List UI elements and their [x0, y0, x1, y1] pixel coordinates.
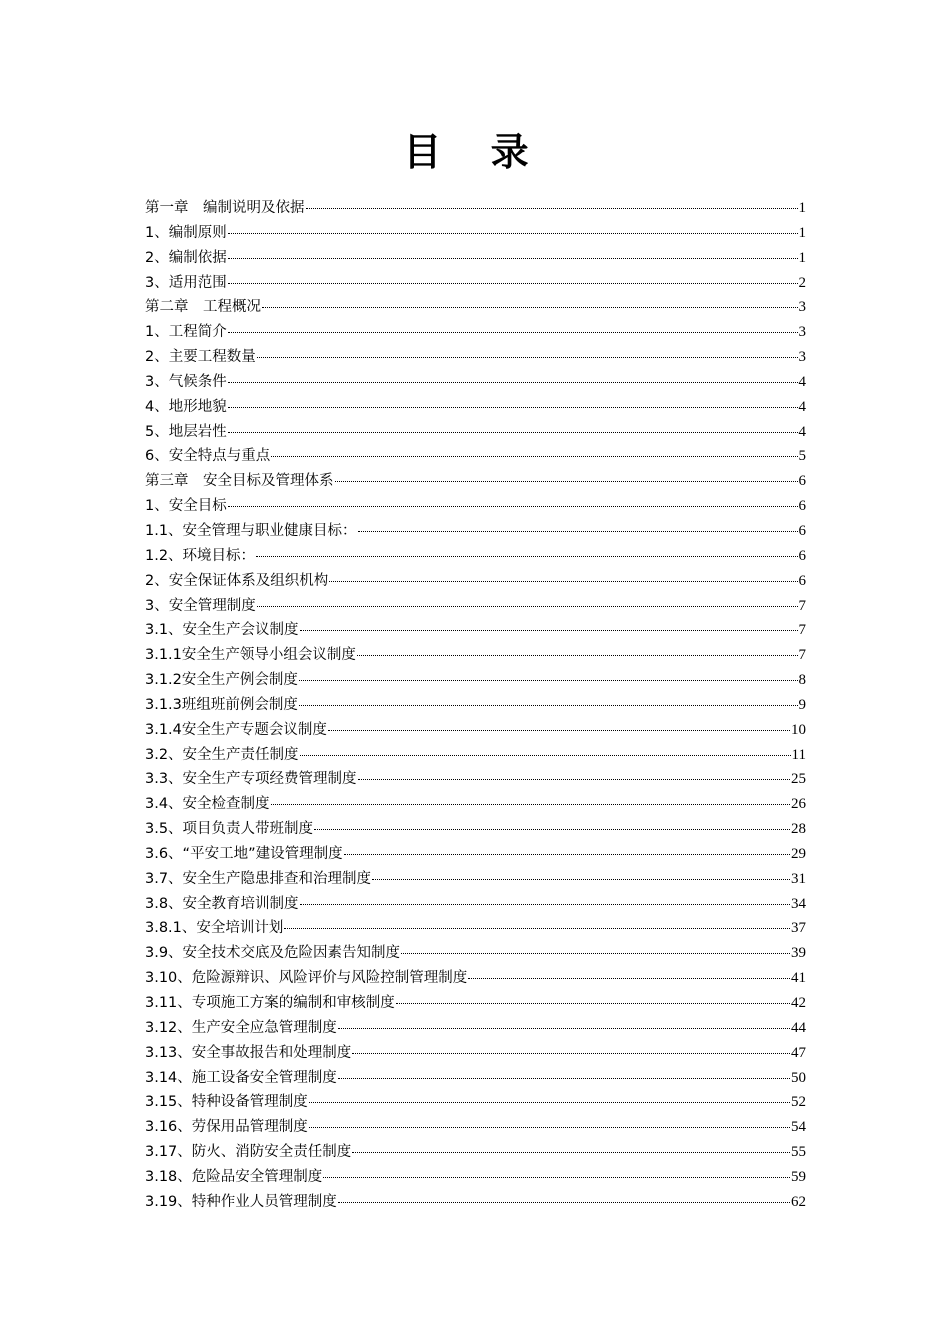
toc-dot-leader — [228, 407, 798, 408]
toc-dot-leader — [309, 1127, 790, 1128]
toc-entry-title: 3.1、安全生产会议制度 — [145, 622, 299, 639]
toc-dot-leader — [338, 1028, 790, 1029]
toc-dot-leader — [468, 978, 790, 979]
toc-entry-title: 第一章 编制说明及依据 — [145, 200, 305, 216]
toc-dot-leader — [329, 581, 797, 582]
toc-entry-title: 1.1、安全管理与职业健康目标： — [145, 522, 357, 539]
toc-page-number: 1 — [798, 224, 806, 241]
toc-page-number: 50 — [791, 1069, 806, 1086]
toc-page-number: 41 — [791, 970, 806, 987]
toc-page-number: 39 — [791, 945, 806, 962]
toc-dot-leader — [271, 456, 797, 457]
toc-entry[interactable] — [145, 767, 806, 792]
toc-page-number: 6 — [798, 498, 806, 515]
toc-dot-leader — [352, 1053, 790, 1054]
toc-dot-leader — [262, 307, 798, 308]
toc-page-number: 4 — [798, 398, 806, 415]
toc-dot-leader — [284, 928, 790, 929]
toc-dot-leader — [357, 655, 798, 656]
toc-page-number: 29 — [791, 845, 806, 862]
toc-dot-leader — [328, 730, 790, 731]
toc-page-number: 34 — [791, 895, 806, 912]
toc-page-number: 47 — [791, 1044, 806, 1061]
toc-entry-title: 3、气候条件 — [145, 373, 227, 390]
toc-page-number: 25 — [791, 771, 806, 788]
toc-entry-title: 3.2、安全生产责任制度 — [145, 746, 299, 763]
toc-dot-leader — [228, 382, 798, 383]
toc-dot-leader — [228, 432, 798, 433]
toc-dot-leader — [299, 680, 798, 681]
toc-entry-title: 1、安全目标 — [145, 498, 227, 515]
toc-page-number: 3 — [798, 299, 806, 316]
toc-entry-title: 2、安全保证体系及组织机构 — [145, 572, 329, 589]
toc-page-number: 6 — [798, 547, 806, 564]
toc-dot-leader — [338, 1202, 790, 1203]
toc-dot-leader — [344, 854, 790, 855]
toc-entry[interactable] — [145, 271, 806, 296]
toc-entry[interactable] — [145, 444, 806, 469]
toc-entry-title: 2、主要工程数量 — [145, 349, 256, 366]
toc-page-number: 8 — [798, 672, 806, 689]
toc-entry-title: 3.11、专项施工方案的编制和审核制度 — [145, 995, 395, 1011]
toc-dot-leader — [228, 506, 798, 507]
toc-entry-title: 4、地形地貌 — [145, 398, 227, 415]
toc-entry-title: 3.10、危险源辩识、风险评价与风险控制管理制度 — [145, 970, 468, 987]
toc-page-number: 52 — [791, 1094, 806, 1111]
toc-entry-title: 3.1.2安全生产例会制度 — [145, 672, 298, 689]
toc-entry-title: 5、地层岩性 — [145, 423, 227, 440]
toc-page-number: 59 — [791, 1168, 806, 1185]
toc-page-number: 9 — [798, 696, 806, 713]
toc-entry-title: 3.17、防火、消防安全责任制度 — [145, 1144, 352, 1161]
toc-page-number: 1 — [798, 200, 806, 216]
toc-page-number: 1 — [798, 249, 806, 266]
toc-page-number: 3 — [798, 349, 806, 366]
toc-page-number: 11 — [791, 746, 806, 763]
toc-entry[interactable] — [145, 544, 806, 569]
toc-entry[interactable] — [145, 519, 806, 544]
toc-dot-leader — [309, 1102, 790, 1103]
toc-entry-title: 3.8、安全教育培训制度 — [145, 895, 299, 912]
toc-entry[interactable] — [145, 817, 806, 842]
toc-entry[interactable] — [145, 345, 806, 370]
toc-entry-title: 3.5、项目负责人带班制度 — [145, 821, 314, 838]
toc-dot-leader — [358, 779, 790, 780]
toc-dot-leader — [228, 332, 798, 333]
toc-entry[interactable] — [145, 246, 806, 271]
toc-entry-title: 3.19、特种作业人员管理制度 — [145, 1193, 337, 1210]
toc-dot-leader — [323, 1177, 790, 1178]
toc-entry[interactable] — [145, 916, 806, 941]
toc-dot-leader — [300, 904, 790, 905]
toc-entry-title: 1、编制原则 — [145, 224, 227, 241]
toc-entry[interactable] — [145, 1066, 806, 1091]
toc-page-number: 26 — [791, 796, 806, 813]
toc-entry-title: 3、安全管理制度 — [145, 597, 256, 614]
toc-page-number: 6 — [798, 572, 806, 589]
toc-dot-leader — [401, 953, 790, 954]
toc-entry[interactable] — [145, 295, 806, 320]
toc-dot-leader — [256, 556, 797, 557]
toc-page-number: 7 — [798, 647, 806, 664]
toc-entry[interactable] — [145, 842, 806, 867]
toc-entry[interactable] — [145, 196, 806, 221]
toc-entry-title: 3.3、安全生产专项经费管理制度 — [145, 771, 357, 788]
toc-entry-title: 3、适用范围 — [145, 274, 227, 291]
toc-entry[interactable] — [145, 792, 806, 817]
toc-page-number: 55 — [791, 1144, 806, 1161]
toc-entry-title: 3.13、安全事故报告和处理制度 — [145, 1044, 352, 1061]
toc-dot-leader — [228, 258, 798, 259]
toc-dot-leader — [300, 630, 798, 631]
toc-dot-leader — [372, 879, 790, 880]
toc-entry-title: 3.1.1安全生产领导小组会议制度 — [145, 647, 356, 664]
toc-entry[interactable] — [145, 1041, 806, 1066]
toc-dot-leader — [314, 829, 790, 830]
toc-entry-title: 1、工程简介 — [145, 324, 227, 341]
toc-entry-title: 3.12、生产安全应急管理制度 — [145, 1019, 337, 1036]
toc-entry-title: 1.2、环境目标： — [145, 547, 256, 564]
toc-entry-title: 3.9、安全技术交底及危险因素告知制度 — [145, 945, 401, 962]
toc-entry-title: 3.1.4安全生产专题会议制度 — [145, 721, 327, 738]
toc-page-number: 37 — [791, 920, 806, 937]
toc-entry-title: 3.1.3班组班前例会制度 — [145, 696, 298, 713]
toc-entry[interactable] — [145, 320, 806, 345]
toc-entry[interactable] — [145, 693, 806, 718]
toc-page-number: 7 — [798, 622, 806, 639]
page-title: 目 录 — [403, 130, 547, 174]
toc-entry-title: 3.8.1、安全培训计划 — [145, 920, 284, 937]
toc-page-number: 4 — [798, 423, 806, 440]
toc-entry[interactable] — [145, 395, 806, 420]
toc-page-number: 44 — [791, 1019, 806, 1036]
toc-page-number: 7 — [798, 597, 806, 614]
toc-dot-leader — [228, 233, 798, 234]
toc-page-number: 6 — [798, 473, 806, 490]
toc-entry[interactable] — [145, 618, 806, 643]
toc-entry[interactable] — [145, 867, 806, 892]
toc-entry[interactable] — [145, 1016, 806, 1041]
toc-entry[interactable] — [145, 1090, 806, 1115]
toc-dot-leader — [358, 531, 798, 532]
toc-entry-title: 3.15、特种设备管理制度 — [145, 1094, 308, 1111]
toc-entry-title: 3.14、施工设备安全管理制度 — [145, 1069, 337, 1086]
toc-entry[interactable] — [145, 743, 806, 768]
toc-page-number: 54 — [791, 1119, 806, 1136]
toc-entry-title: 2、编制依据 — [145, 249, 227, 266]
toc-page-number: 31 — [791, 870, 806, 887]
toc-dot-leader — [257, 357, 798, 358]
toc-entry[interactable] — [145, 594, 806, 619]
toc-entry[interactable] — [145, 469, 806, 494]
table-of-contents — [145, 196, 806, 1215]
toc-dot-leader — [335, 481, 798, 482]
toc-page-number: 4 — [798, 373, 806, 390]
toc-dot-leader — [396, 1003, 790, 1004]
toc-entry-title: 3.7、安全生产隐患排查和治理制度 — [145, 870, 372, 887]
toc-page-number: 62 — [791, 1193, 806, 1210]
toc-entry-title: 第三章 安全目标及管理体系 — [145, 473, 334, 490]
toc-entry[interactable] — [145, 966, 806, 991]
toc-entry[interactable] — [145, 370, 806, 395]
toc-page-number: 10 — [791, 721, 806, 738]
toc-page-number: 2 — [798, 274, 806, 291]
toc-entry[interactable] — [145, 668, 806, 693]
toc-page-number: 3 — [798, 324, 806, 341]
toc-entry[interactable] — [145, 1140, 806, 1165]
toc-dot-leader — [257, 606, 798, 607]
toc-dot-leader — [299, 705, 798, 706]
toc-dot-leader — [352, 1152, 790, 1153]
toc-entry[interactable] — [145, 1165, 806, 1190]
toc-entry[interactable] — [145, 892, 806, 917]
toc-entry-title: 3.18、危险品安全管理制度 — [145, 1168, 323, 1185]
toc-dot-leader — [228, 283, 798, 284]
toc-entry[interactable] — [145, 1190, 806, 1215]
toc-dot-leader — [271, 804, 790, 805]
toc-entry[interactable] — [145, 1115, 806, 1140]
toc-page-number: 5 — [798, 448, 806, 465]
toc-dot-leader — [306, 208, 798, 209]
toc-dot-leader — [338, 1078, 790, 1079]
toc-entry[interactable] — [145, 569, 806, 594]
toc-entry[interactable] — [145, 941, 806, 966]
toc-entry-title: 3.16、劳保用品管理制度 — [145, 1119, 308, 1136]
toc-entry[interactable] — [145, 221, 806, 246]
toc-entry-title: 6、安全特点与重点 — [145, 448, 271, 465]
toc-entry-title: 3.6、“平安工地”建设管理制度 — [145, 845, 343, 862]
toc-entry[interactable] — [145, 643, 806, 668]
toc-page-number: 42 — [791, 995, 806, 1011]
toc-entry[interactable] — [145, 718, 806, 743]
toc-dot-leader — [300, 755, 791, 756]
toc-entry-title: 3.4、安全检查制度 — [145, 796, 270, 813]
toc-page-number: 6 — [798, 522, 806, 539]
toc-entry[interactable] — [145, 494, 806, 519]
toc-page-number: 28 — [791, 821, 806, 838]
toc-entry-title: 第二章 工程概况 — [145, 299, 261, 316]
toc-entry[interactable] — [145, 420, 806, 445]
toc-entry[interactable] — [145, 991, 806, 1016]
